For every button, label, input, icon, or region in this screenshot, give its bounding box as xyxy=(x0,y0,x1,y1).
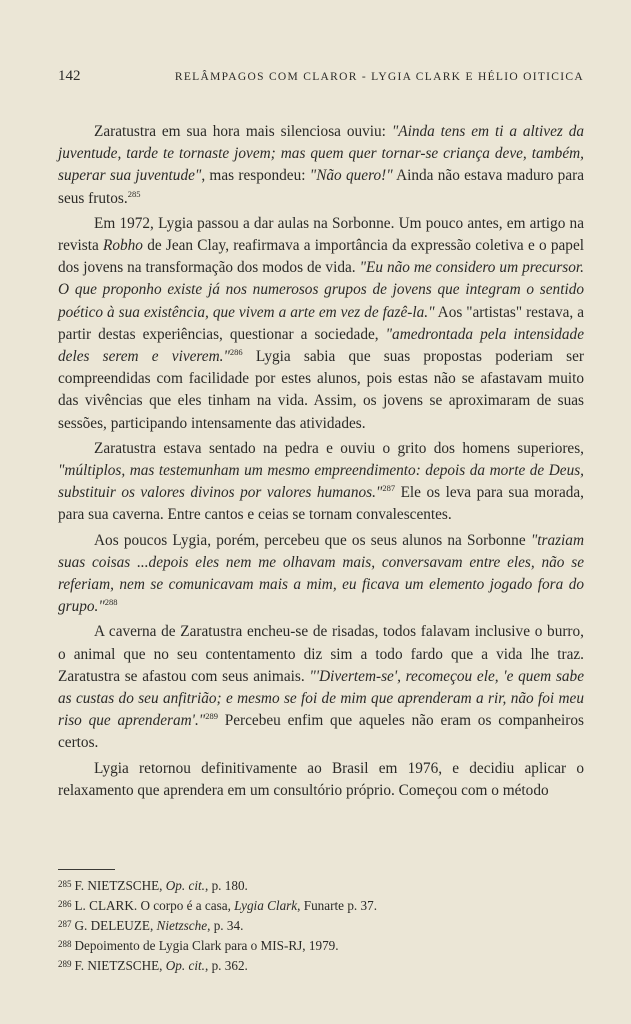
footnote xyxy=(58,916,584,936)
footnote-text: Depoimento de Lygia Clark para o MIS-RJ, 1979. xyxy=(74,938,339,953)
footnote-text: , p. 362. xyxy=(204,958,248,973)
footnote-text: , p. 34. xyxy=(207,918,244,933)
footnote-italic: Nietzsche xyxy=(156,918,208,933)
italic-quote: "'Divertem-se', recomeçou ele, 'e quem sabe as custas do seu anfitrião; e mesmo se foi de mim que aprenderam a rir, não foi meu riso que aprenderam'." xyxy=(58,667,584,730)
page-number: 142 xyxy=(58,68,81,84)
italic-quote: "múltiplos, mas testemunham um mesmo empreendimento: depois da morte de Deus, substituir os valores divinos por valores humanos." xyxy=(58,462,584,502)
footnote-number: 285 xyxy=(58,879,72,889)
paragraph-1 xyxy=(58,121,584,210)
text-run: Em 1972, Lygia passou a dar aulas na Sorbonne. Um pouco antes, em artigo na revista xyxy=(58,214,584,255)
footnote-italic: Lygia Clark xyxy=(234,898,298,913)
text-run: Percebeu enfim que aqueles não eram os companheiros certos. xyxy=(58,712,585,752)
paragraph-6 xyxy=(58,758,584,802)
footnote-text: L. CLARK. O corpo é a casa, xyxy=(74,898,235,913)
footnote xyxy=(58,876,584,896)
footnote-number: 288 xyxy=(58,939,72,949)
footnote-text: G. DELEUZE, xyxy=(74,918,157,933)
footnote-ref: 287 xyxy=(382,483,396,494)
italic-title: Robho xyxy=(103,237,143,255)
italic-quote: "Eu não me considero um precursor. O que proponho existe já nos numerosos grupos de jovens que integram o sentido poético à sua existência, que vivem a arte em vez de fazê-la." xyxy=(58,259,584,321)
text-run: Zaratustra estava sentado na pedra e ouviu o grito dos homens superiores, xyxy=(94,439,584,457)
paragraph-5 xyxy=(58,621,584,754)
italic-quote: "Ainda tens em ti a altivez da juventude, tarde te tornaste jovem; mas quem quer tornar-se criança deve, também, superar sua juventude" xyxy=(58,123,585,185)
text-run: Aos "artistas" restava, a partir destas experiências, questionar a sociedade, xyxy=(58,303,584,343)
footnote xyxy=(58,896,584,916)
running-head: RELÂMPAGOS COM CLAROR - LYGIA CLARK E HÉLIO OITICICA xyxy=(174,71,584,83)
page-header xyxy=(58,68,584,85)
footnote-ref: 289 xyxy=(205,711,218,722)
footnote-number: 289 xyxy=(58,959,72,969)
text-run: Zaratustra em sua hora mais silenciosa ouviu: xyxy=(94,123,392,140)
paragraph-4 xyxy=(58,530,584,619)
footnote-ref: 285 xyxy=(127,188,141,199)
footnote xyxy=(58,956,584,976)
text-run: A caverna de Zaratustra encheu-se de risadas, todos falavam inclusive o burro, o animal que no seu contentamento diz sim a todo fardo que a vida lhe traz. Zaratustra se afastou com seus animais. xyxy=(58,623,584,685)
text-run: Ele os leva para sua morada, para sua caverna. Entre cantos e ceias se tornam convalescentes. xyxy=(58,484,584,524)
footnote-ref: 288 xyxy=(104,597,118,608)
footnote-ref: 286 xyxy=(229,346,243,357)
footnote-number: 286 xyxy=(58,899,72,909)
footnote-text: F. NIETZSCHE, xyxy=(74,958,166,973)
body-text xyxy=(58,121,584,805)
paragraph-2 xyxy=(58,213,584,435)
footnote-text: , p. 180. xyxy=(204,878,248,893)
text-run: Aos poucos Lygia, porém, percebeu que os seus alunos na Sorbonne xyxy=(94,531,531,549)
italic-quote: "traziam suas coisas ...depois eles nem me olhavam mais, conversavam entre eles, não se referiam, nem se comunicavam mais a mim, eu ficava um elemento jogado fora do grupo." xyxy=(58,531,584,616)
footnote-number: 287 xyxy=(58,919,72,929)
text-run: Ainda não estava maduro para seus frutos. xyxy=(58,167,584,207)
text-run: , mas respondeu: xyxy=(201,167,310,185)
paragraph-3 xyxy=(58,438,584,527)
italic-quote: "Não quero!" xyxy=(309,167,393,185)
text-run: Lygia retornou definitivamente ao Brasil em 1976, e decidiu aplicar o relaxamento que aprendera em um consultório próprio. Começou com o método xyxy=(58,759,584,799)
footnote-text: F. NIETZSCHE, xyxy=(74,878,166,893)
footnote-italic: Op. cit. xyxy=(165,878,205,893)
footnote xyxy=(58,936,584,956)
footnotes xyxy=(58,876,584,976)
footnote-divider xyxy=(58,869,115,870)
text-run: Lygia sabia que suas propostas poderiam ser compreendidas com facilidade por estes alunos, pois estas não se afastavam muito das vivências que eles tinham na vida. Assim, os jovens se aproximaram de suas sessões, participando intensamente das atividades. xyxy=(58,348,585,432)
footnote-italic: Op. cit. xyxy=(165,958,205,973)
text-run: de Jean Clay, reafirmava a importância da expressão coletiva e o papel dos jovens na transformação dos modos de vida. xyxy=(58,237,584,277)
italic-quote: "amedrontada pela intensidade deles serem e viverem." xyxy=(58,325,584,366)
footnote-text: , Funarte p. 37. xyxy=(297,898,378,913)
